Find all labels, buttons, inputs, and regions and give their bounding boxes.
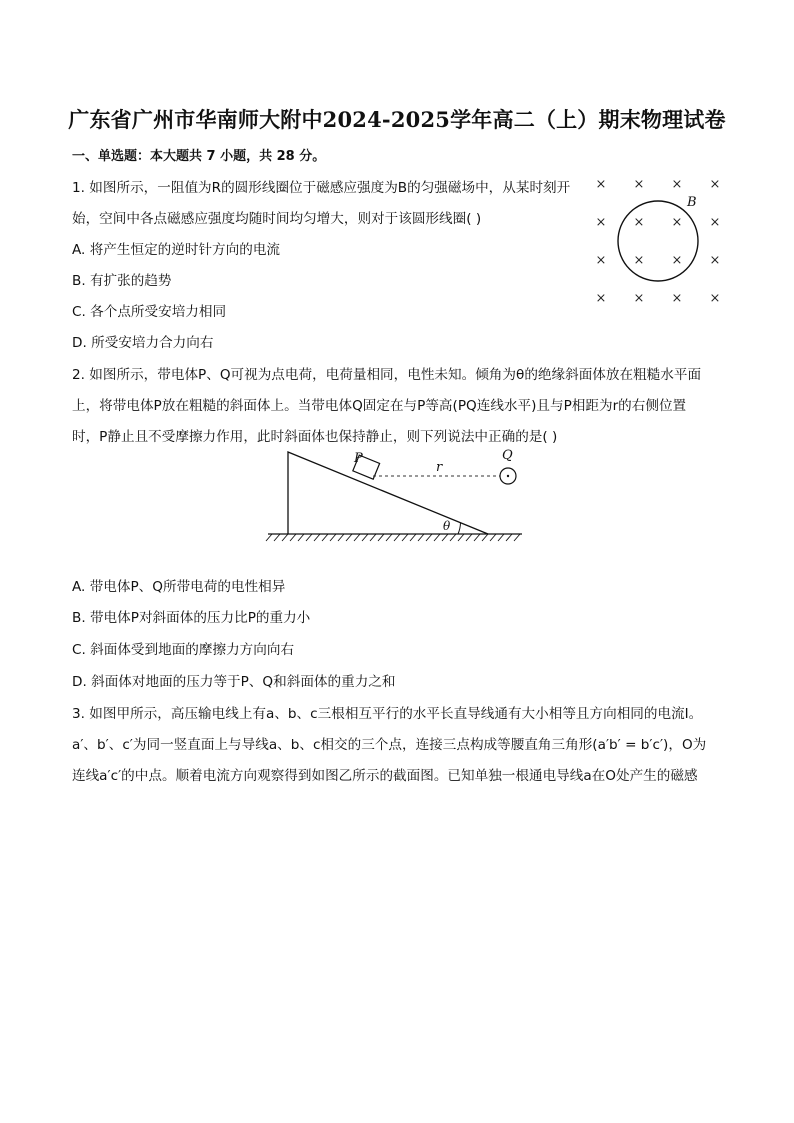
field-cross-mark: × — [633, 253, 645, 268]
q2-text-line-1: 2. 如图所示，带电体P、Q可视为点电荷，电荷量相同，电性未知。倾角为θ的绝缘斜面体放在粗糙水平面 — [72, 367, 702, 383]
field-cross-mark: × — [633, 291, 645, 306]
field-cross-mark: × — [671, 215, 683, 230]
ground-hatching — [266, 534, 520, 541]
q2-text-line-3: 时，P静止且不受摩擦力作用，此时斜面体也保持静止，则下列说法中正确的是( ) — [72, 429, 558, 445]
q1-option-a: A. 将产生恒定的逆时针方向的电流 — [72, 242, 281, 258]
field-cross-mark: × — [671, 177, 683, 192]
q2-option-d: D. 斜面体对地面的压力等于P、Q和斜面体的重力之和 — [72, 674, 396, 690]
exam-title: 广东省广州市华南师大附中2024-2025学年高二（上）期末物理试卷 — [68, 107, 726, 132]
q2-option-a: A. 带电体P、Q所带电荷的电性相异 — [72, 579, 286, 595]
field-cross-mark: × — [595, 215, 607, 230]
angle-theta-label: θ — [443, 519, 451, 533]
field-cross-mark: × — [709, 253, 721, 268]
field-cross-mark: × — [633, 215, 645, 230]
field-cross-mark: × — [595, 253, 607, 268]
q1-option-b: B. 有扩张的趋势 — [72, 273, 172, 289]
q3-text-line-2: a′、b′、c′为同一竖直面上与导线a、b、c相交的三个点，连接三点构成等腰直角三角形(a′b′ = b′c′)，O为 — [72, 737, 707, 753]
q1-option-d: D. 所受安培力合力向右 — [72, 335, 214, 351]
section-heading: 一、单选题：本大题共 7 小题，共 28 分。 — [72, 149, 326, 164]
field-cross-mark: × — [595, 177, 607, 192]
field-label-b: B — [687, 195, 697, 210]
field-cross-mark: × — [709, 215, 721, 230]
q2-text-line-2: 上，将带电体P放在粗糙的斜面体上。当带电体Q固定在与P等高(PQ连线水平)且与P相距为r的右侧位置 — [72, 398, 687, 414]
circular-coil — [618, 201, 698, 281]
field-cross-mark: × — [595, 291, 607, 306]
charge-p-label: P — [354, 451, 363, 466]
distance-r-label: r — [436, 460, 443, 475]
charge-q-center — [507, 475, 509, 477]
q2-incline-figure — [260, 444, 530, 544]
field-cross-mark: × — [671, 291, 683, 306]
q1-text-line-1: 1. 如图所示，一阻值为R的圆形线圈位于磁感应强度为B的匀强磁场中，从某时刻开 — [72, 180, 571, 196]
field-cross-mark: × — [671, 253, 683, 268]
q2-option-c: C. 斜面体受到地面的摩擦力方向向右 — [72, 642, 295, 658]
q1-magnetic-field-figure — [585, 170, 735, 310]
q3-text-line-1: 3. 如图甲所示，高压输电线上有a、b、c三根相互平行的水平长直导线通有大小相等且方向相同的电流I。 — [72, 706, 703, 722]
q2-option-b: B. 带电体P对斜面体的压力比P的重力小 — [72, 610, 311, 626]
q3-text-line-3: 连线a′c′的中点。顺着电流方向观察得到如图乙所示的截面图。已知单独一根通电导线a在O处产生的磁感 — [72, 768, 698, 784]
field-cross-mark: × — [633, 177, 645, 192]
q1-option-c: C. 各个点所受安培力相同 — [72, 304, 227, 320]
charge-q-label: Q — [502, 448, 513, 463]
field-cross-mark: × — [709, 291, 721, 306]
field-cross-mark: × — [709, 177, 721, 192]
incline-body — [288, 452, 488, 534]
angle-arc — [458, 523, 461, 535]
q1-text-line-2: 始，空间中各点磁感应强度均随时间均匀增大，则对于该圆形线圈( ) — [72, 211, 482, 227]
